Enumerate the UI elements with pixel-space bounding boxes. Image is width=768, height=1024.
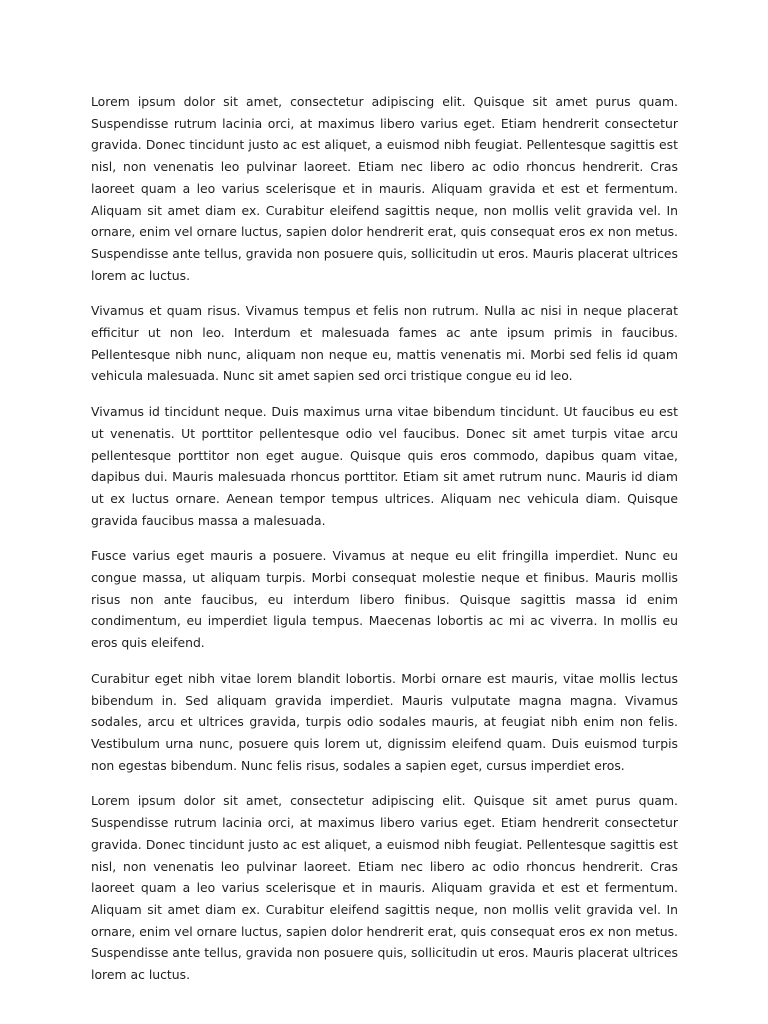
paragraph-2: Vivamus et quam risus. Vivamus tempus et felis non rutrum. Nulla ac nisi in neque placerat efficitur ut non leo. Interdum et malesuada fames ac ante ipsum primis in faucibus. Pellentesque nibh nunc, aliquam non neque eu, mattis venenatis mi. Morbi sed felis id quam vehicula malesuada. Nunc sit amet sapien sed orci tristique congue eu id leo. [91, 303, 678, 384]
paragraph-4: Fusce varius eget mauris a posuere. Vivamus at neque eu elit fringilla imperdiet. Nunc eu congue massa, ut aliquam turpis. Morbi consequat molestie neque et finibus. Mauris mollis risus non ante faucibus, eu interdum libero finibus. Quisque sagittis massa id enim condimentum, eu imperdiet ligula tempus. Maecenas lobortis ac mi ac viverra. In mollis eu eros quis eleifend. [91, 548, 678, 651]
paragraph-5: Curabitur eget nibh vitae lorem blandit lobortis. Morbi ornare est mauris, vitae mollis lectus bibendum in. Sed aliquam gravida imperdiet. Mauris vulputate magna magna. Vivamus sodales, arcu et ultrices gravida, turpis odio sodales mauris, at feugiat nibh enim non felis. Vestibulum urna nunc, posuere quis lorem ut, dignissim eleifend quam. Duis euismod turpis non egestas bibendum. Nunc felis risus, sodales a sapien eget, cursus imperdiet eros. [91, 670, 678, 773]
document-body [91, 91, 678, 1000]
paragraph-1: Lorem ipsum dolor sit amet, consectetur adipiscing elit. Quisque sit amet purus quam. Suspendisse rutrum lacinia orci, at maximus libero varius eget. Etiam hendrerit consectetur gravida. Donec tincidunt justo ac est aliquet, a euismod nibh feugiat. Pellentesque sagittis est nisl, non venenatis leo pulvinar laoreet. Etiam nec libero ac odio rhoncus hendrerit. Cras laoreet quam a leo varius scelerisque et in mauris. Aliquam gravida et est et fermentum. Aliquam sit amet diam ex. Curabitur eleifend sagittis neque, non mollis velit gravida vel. In ornare, enim vel ornare luctus, sapien dolor hendrerit erat, quis consequat eros ex non metus. Suspendisse ante tellus, gravida non posuere quis, sollicitudin ut eros. Mauris placerat ultrices lorem ac luctus. [91, 94, 678, 283]
paragraph-6: Lorem ipsum dolor sit amet, consectetur adipiscing elit. Quisque sit amet purus quam. Suspendisse rutrum lacinia orci, at maximus libero varius eget. Etiam hendrerit consectetur gravida. Donec tincidunt justo ac est aliquet, a euismod nibh feugiat. Pellentesque sagittis est nisl, non venenatis leo pulvinar laoreet. Etiam nec libero ac odio rhoncus hendrerit. Cras laoreet quam a leo varius scelerisque et in mauris. Aliquam gravida et est et fermentum. Aliquam sit amet diam ex. Curabitur eleifend sagittis neque, non mollis velit gravida vel. In ornare, enim vel ornare luctus, sapien dolor hendrerit erat, quis consequat eros ex non metus. Suspendisse ante tellus, gravida non posuere quis, sollicitudin ut eros. Mauris placerat ultrices lorem ac luctus. [91, 793, 678, 983]
paragraph-3: Vivamus id tincidunt neque. Duis maximus urna vitae bibendum tincidunt. Ut faucibus eu est ut venenatis. Ut porttitor pellentesque odio vel faucibus. Donec sit amet turpis vitae arcu pellentesque porttitor non eget augue. Quisque quis eros commodo, dapibus quam vitae, dapibus dui. Mauris malesuada rhoncus porttitor. Etiam sit amet rutrum nunc. Mauris id diam ut ex luctus ornare. Aenean tempor tempus ultrices. Aliquam nec vehicula diam. Quisque gravida faucibus massa a malesuada. [91, 404, 678, 528]
